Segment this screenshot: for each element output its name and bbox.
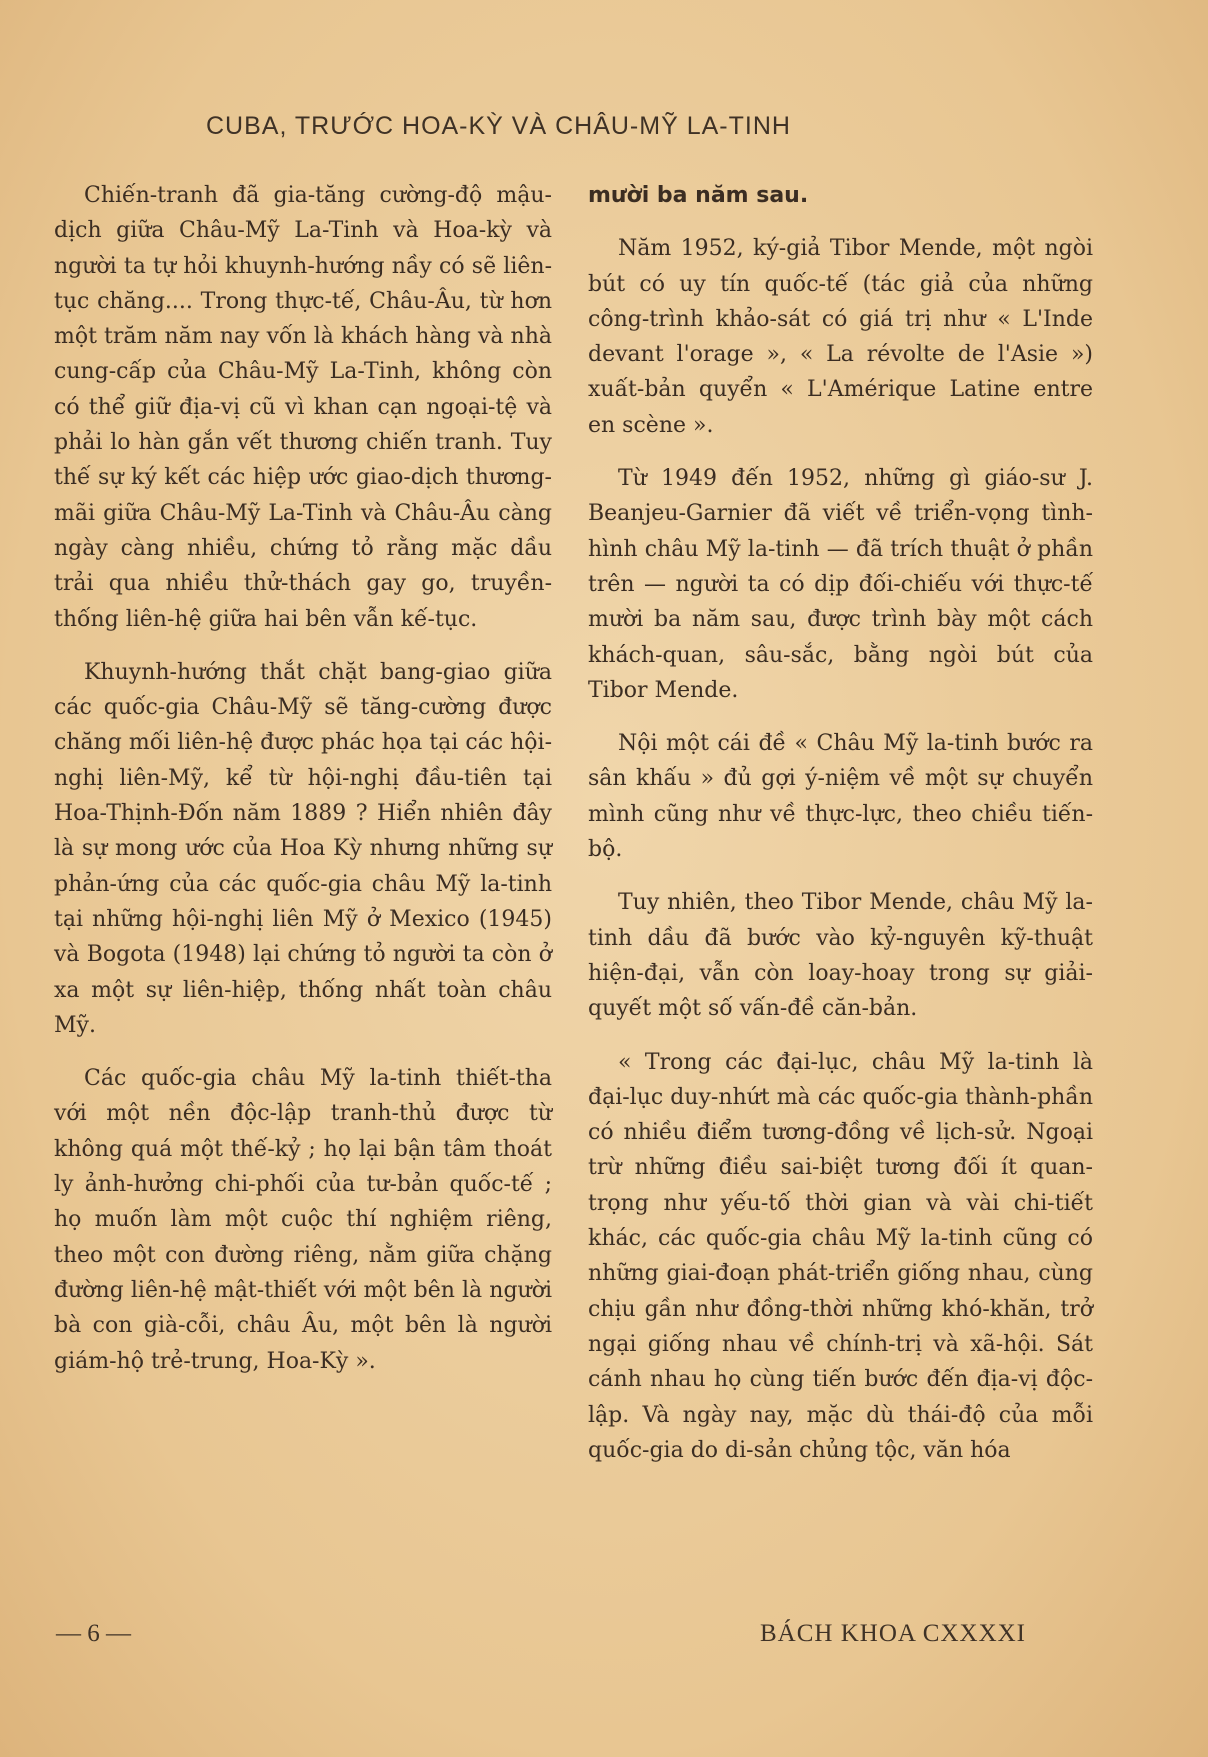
left-column xyxy=(54,178,552,1397)
paragraph: Các quốc-gia châu Mỹ la-tinh thiết-tha với một nền độc-lập tranh-thủ được từ không quá một thế-kỷ ; họ lại bận tâm thoát ly ảnh-hưởng chi-phối của tư-bản quốc-tế ; họ muốn làm một cuộc thí nghiệm riêng, theo một con đường riêng, nằm giữa chặng đường liên-hệ mật-thiết với một bên là người bà con già-cỗi, châu Âu, một bên là người giám-hộ trẻ-trung, Hoa-Kỳ ». xyxy=(54,1066,552,1374)
paragraph: « Trong các đại-lục, châu Mỹ la-tinh là đại-lục duy-nhứt mà các quốc-gia thành-phần có nhiều điểm tương-đồng về lịch-sử. Ngoại trừ những điều sai-biệt tương đối ít quan-trọng như yếu-tố thời gian và vài chi-tiết khác, các quốc-gia châu Mỹ la-tinh cũng có những giai-đoạn phát-triển giống nhau, cùng chịu gần như đồng-thời những khó-khăn, trở ngại giống nhau về chính-trị và xã-hội. Sát cánh nhau họ cùng tiến bước đến địa-vị độc-lập. Và ngày nay, mặc dù thái-độ của mỗi quốc-gia do di-sản chủng tộc, văn hóa xyxy=(588,1049,1093,1463)
page-number: — 6 — xyxy=(56,1620,131,1647)
continued-heading: mười ba năm sau. xyxy=(588,183,809,208)
magazine-issue: BÁCH KHOA CXXXXI xyxy=(760,1620,1027,1647)
paragraph: Nội một cái đề « Châu Mỹ la-tinh bước ra sân khấu » đủ gợi ý-niệm về một sự chuyển mình cũng như về thực-lực, theo chiều tiến-bộ. xyxy=(588,731,1093,863)
running-header: CUBA, TRƯỚC HOA-KỲ VÀ CHÂU-MỸ LA-TINH xyxy=(206,112,791,140)
paragraph: Tuy nhiên, theo Tibor Mende, châu Mỹ la-tinh dầu đã bước vào kỷ-nguyên kỹ-thuật hiện-đại, vẫn còn loay-hoay trong sự giải-quyết một số vấn-đề căn-bản. xyxy=(588,890,1093,1022)
paragraph: Từ 1949 đến 1952, những gì giáo-sư J. Beanjeu-Garnier đã viết về triển-vọng tình-hình châu Mỹ la-tinh — đã trích thuật ở phần trên — người ta có dịp đối-chiếu với thực-tế mười ba năm sau, được trình bày một cách khách-quan, sâu-sắc, bằng ngòi bút của Tibor Mende. xyxy=(588,466,1093,703)
paragraph: Khuynh-hướng thắt chặt bang-giao giữa các quốc-gia Châu-Mỹ sẽ tăng-cường được chăng mối liên-hệ được phác họa tại các hội-nghị liên-Mỹ, kể từ hội-nghị đầu-tiên tại Hoa-Thịnh-Đốn năm 1889 ? Hiển nhiên đây là sự mong ước của Hoa Kỳ nhưng những sự phản-ứng của các quốc-gia châu Mỹ la-tinh tại những hội-nghị liên Mỹ ở Mexico (1945) và Bogota (1948) lại chứng tỏ người ta còn ở xa một sự liên-hiệp, thống nhất toàn châu Mỹ. xyxy=(54,659,552,1038)
paragraph: Năm 1952, ký-giả Tibor Mende, một ngòi bút có uy tín quốc-tế (tác giả của những công-trình khảo-sát có giá trị như « L'Inde devant l'orage », « La révolte de l'Asie ») xuất-bản quyển « L'Amérique Latine entre en scène ». xyxy=(588,236,1093,438)
right-column xyxy=(588,178,1093,1486)
paragraph: Chiến-tranh đã gia-tăng cường-độ mậu-dịch giữa Châu-Mỹ La-Tinh và Hoa-kỳ và người ta tự hỏi khuynh-hướng nầy có sẽ liên-tục chăng.... Trong thực-tế, Châu-Âu, từ hơn một trăm năm nay vốn là khách hàng và nhà cung-cấp của Châu-Mỹ La-Tinh, không còn có thể giữ địa-vị cũ vì khan cạn ngoại-tệ và phải lo hàn gắn vết thương chiến tranh. Tuy thế sự ký kết các hiệp ước giao-dịch thương-mãi giữa Châu-Mỹ La-Tinh và Châu-Âu càng ngày càng nhiều, chứng tỏ rằng mặc dầu trải qua nhiều thử-thách gay go, truyền-thống liên-hệ giữa hai bên vẫn kế-tục. xyxy=(54,183,552,632)
